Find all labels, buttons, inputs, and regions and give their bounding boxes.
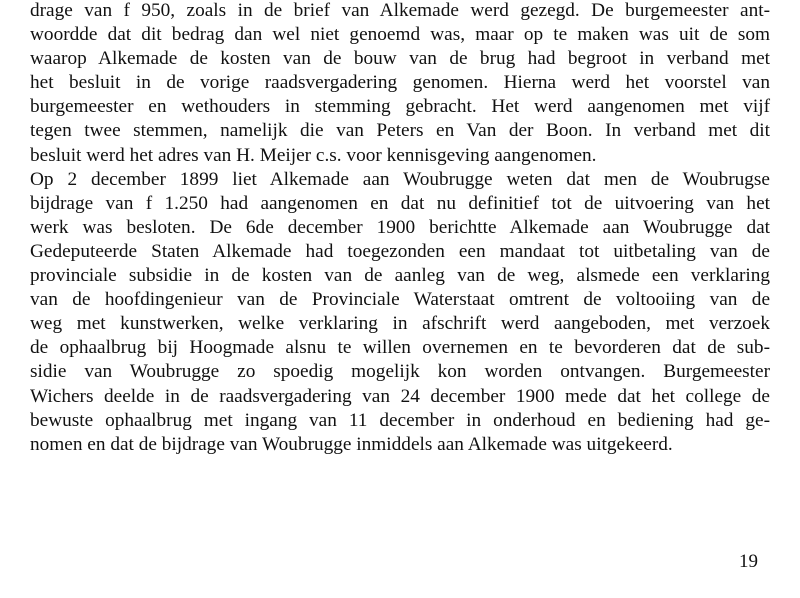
text-line: Gedeputeerde Staten Alkemade had toegezonden een mandaat tot uitbetaling van de: [30, 240, 770, 262]
text-line: Wichers deelde in de raadsvergadering van 24 december 1900 mede dat het college de: [30, 385, 770, 407]
text-line: besluit werd het adres van H. Meijer c.s. voor kennisgeving aangenomen.: [30, 144, 597, 166]
text-line: Op 2 december 1899 liet Alkemade aan Woubrugge weten dat men de Woubrugse: [30, 168, 770, 190]
text-line: tegen twee stemmen, namelijk die van Peters en Van der Boon. In verband met dit: [30, 120, 770, 142]
text-line: burgemeester en wethouders in stemming gebracht. Het werd aangenomen met vijf: [30, 96, 770, 118]
page-number: 19: [739, 551, 758, 572]
text-line: van de hoofdingenieur van de Provinciale Waterstaat omtrent de voltooiing van de: [30, 289, 770, 311]
body-text: [30, 0, 770, 457]
text-line: bijdrage van f 1.250 had aangenomen en dat nu definitief tot de uitvoering van het: [30, 192, 770, 214]
text-line: provinciale subsidie in de kosten van de aanleg van de weg, alsmede een verklaring: [30, 265, 770, 287]
text-line: het besluit in de vorige raadsvergadering genomen. Hierna werd het voorstel van: [30, 72, 770, 94]
text-line: nomen en dat de bijdrage van Woubrugge inmiddels aan Alkemade was uitgekeerd.: [30, 433, 673, 455]
text-line: waarop Alkemade de kosten van de bouw van de brug had begroot in verband met: [30, 48, 770, 70]
text-line: bewuste ophaalbrug met ingang van 11 december in onderhoud en bediening had ge-: [30, 409, 770, 431]
text-line: sidie van Woubrugge zo spoedig mogelijk kon worden ontvangen. Burgemeester: [30, 361, 770, 383]
text-line: woordde dat dit bedrag dan wel niet genoemd was, maar op te maken was uit de som: [30, 24, 770, 46]
text-line: de ophaalbrug bij Hoogmade alsnu te willen overnemen en te bevorderen dat de sub-: [30, 337, 770, 359]
text-line: drage van f 950, zoals in de brief van Alkemade werd gezegd. De burgemeester ant-: [30, 0, 770, 21]
text-line: weg met kunstwerken, welke verklaring in afschrift werd aangeboden, met verzoek: [30, 313, 770, 335]
text-line: werk was besloten. De 6de december 1900 berichtte Alkemade aan Woubrugge dat: [30, 216, 770, 238]
